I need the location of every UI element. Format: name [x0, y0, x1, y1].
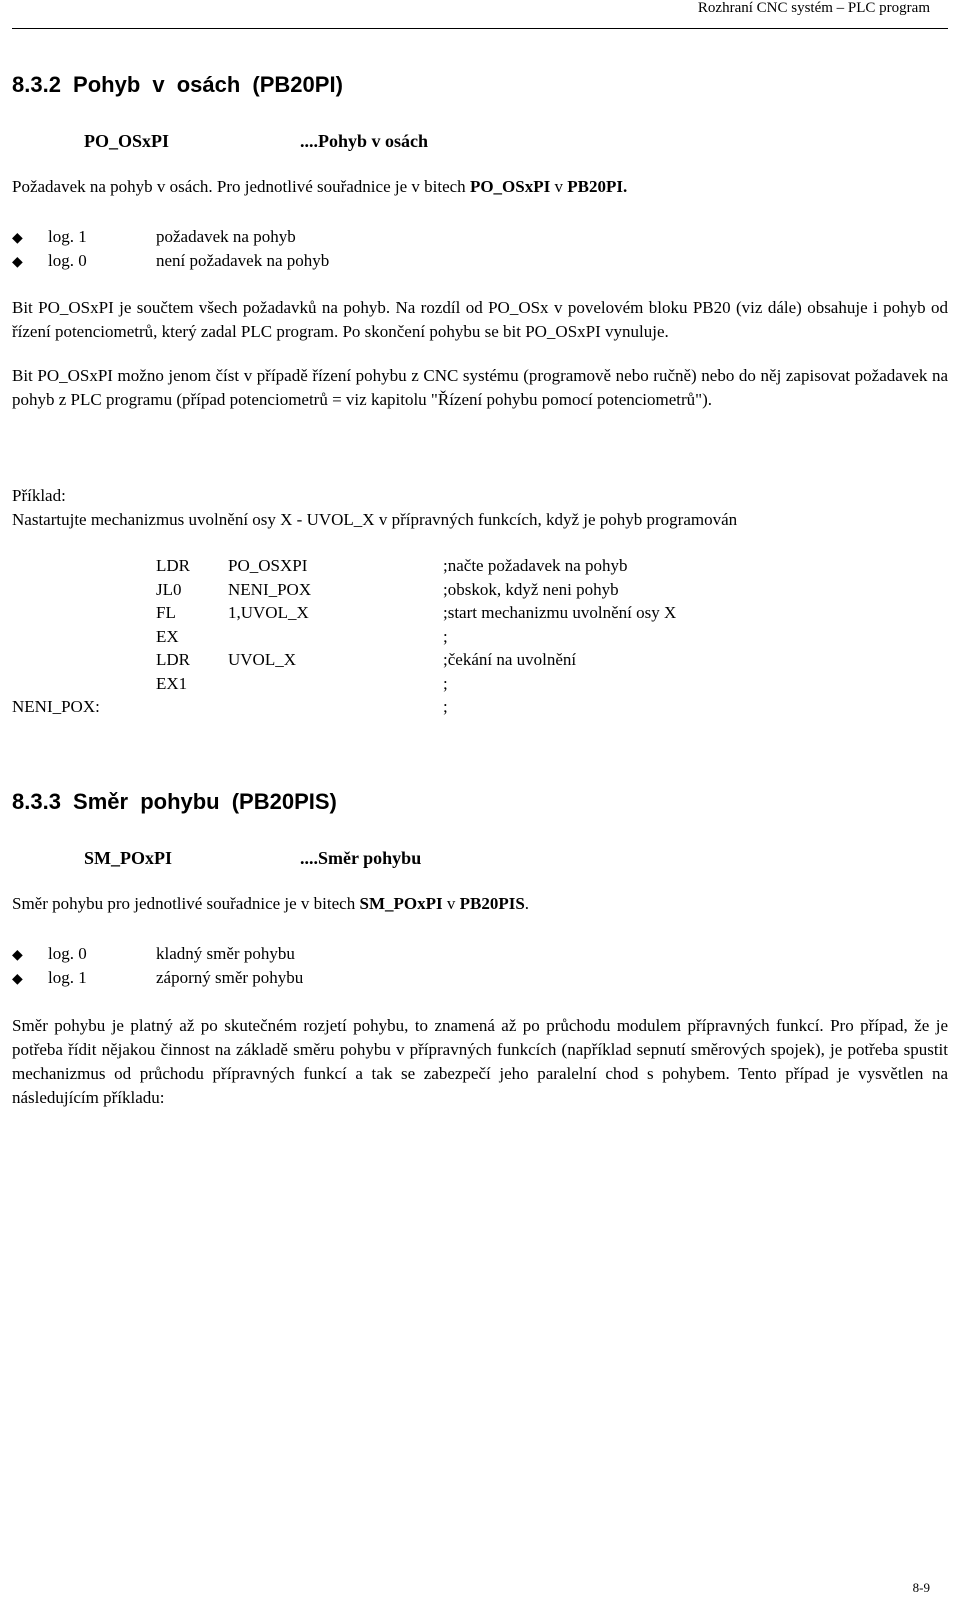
code-arg: UVOL_X — [228, 650, 296, 669]
code-comment: ;načte požadavek na pohyb — [443, 556, 628, 575]
diamond-bullet-icon: ◆ — [12, 972, 23, 987]
code-op: LDR — [156, 650, 190, 669]
code-comment: ; — [443, 674, 448, 693]
header-divider — [12, 28, 948, 29]
diamond-bullet-icon: ◆ — [12, 231, 23, 246]
bullet-text: kladný směr pohybu — [156, 944, 295, 963]
example-description: Nastartujte mechanizmus uvolnění osy X - UVOL_X v přípravných funkcích, když je pohyb programován — [12, 510, 738, 529]
section-heading-832: 8.3.2 Pohyb v osách (PB20PI) — [12, 72, 343, 97]
bullet-item — [12, 227, 23, 247]
code-arg: NENI_POX — [228, 580, 312, 599]
code-arg: PO_OSXPI — [228, 556, 308, 575]
bullet-item — [12, 251, 23, 271]
intro-end: . — [524, 894, 530, 913]
paragraph-direction-valid: Směr pohybu je platný až po skutečném rozjetí pohybu, to znamená až po průchodu modulem přípravných funkcí. Pro případ, že je potřeba řídit nějakou činnost na základě směru pohybu v přípravných funkcích (například sepnutí směrových spojek), je potřeba spustit mechanizmus od průchodu přípravných funkcí a tak se zabezpečí jeho paralelní chod s pohybem. Tento případ je vysvětlen na následujícím příkladu: — [12, 1016, 948, 1107]
bullet-code: log. 1 — [48, 227, 87, 246]
intro-sentence — [12, 894, 529, 914]
code-comment: ;obskok, když neni pohyb — [443, 580, 619, 599]
diamond-bullet-icon: ◆ — [12, 255, 23, 270]
paragraph-sum-of-requests: Bit PO_OSxPI je součtem všech požadavků na pohyb. Na rozdíl od PO_OSx v povelovém bloku PB20 (viz dále) obsahuje i pohyb od řízení potenciometrů, který zadal PLC program. Po skončení pohybu se bit PO_OSxPI vynuluje. — [12, 298, 948, 341]
bullet-text: záporný směr pohybu — [156, 968, 304, 987]
intro-text: Směr pohybu pro jednotlivé souřadnice je v bitech — [12, 894, 360, 913]
intro-sentence — [12, 177, 627, 197]
code-op: EX — [156, 627, 179, 646]
bullet-text: není požadavek na pohyb — [156, 251, 330, 270]
bullet-code: log. 0 — [48, 944, 87, 963]
intro-bold-signal: SM_POxPI — [359, 894, 443, 913]
bullet-item — [12, 968, 23, 988]
code-op: LDR — [156, 556, 190, 575]
intro-bold-block: PB20PI. — [567, 177, 628, 196]
code-op: JL0 — [156, 580, 182, 599]
code-comment: ;čekání na uvolnění — [443, 650, 577, 669]
bullet-text: požadavek na pohyb — [156, 227, 296, 246]
bullet-item — [12, 944, 23, 964]
code-op: EX1 — [156, 674, 188, 693]
section-heading-833: 8.3.3 Směr pohybu (PB20PIS) — [12, 789, 337, 814]
code-comment: ; — [443, 697, 448, 716]
code-comment: ;start mechanizmu uvolnění osy X — [443, 603, 677, 622]
intro-connector: v — [550, 177, 568, 196]
signal-description: ....Směr pohybu — [300, 848, 422, 868]
intro-bold-signal: PO_OSxPI — [469, 177, 551, 196]
intro-text: Požadavek na pohyb v osách. Pro jednotlivé souřadnice je v bitech — [12, 177, 470, 196]
page-header-title: Rozhraní CNC systém – PLC program — [697, 0, 930, 16]
paragraph-read-write: Bit PO_OSxPI možno jenom číst v případě řízení pohybu z CNC systému (programově nebo ručně) nebo do něj zapisovat požadavek na pohyb z PLC programu (případ potenciometrů = viz kapitolu "Řízení pohybu pomocí potenciometrů"). — [12, 366, 948, 409]
bullet-code: log. 1 — [48, 968, 87, 987]
code-arg: 1,UVOL_X — [228, 603, 309, 622]
signal-description: ....Pohyb v osách — [300, 131, 429, 151]
code-op: FL — [156, 603, 176, 622]
intro-bold-block: PB20PIS — [459, 894, 525, 913]
code-comment: ; — [443, 627, 448, 646]
diamond-bullet-icon: ◆ — [12, 948, 23, 963]
code-label: NENI_POX: — [12, 697, 100, 716]
page-number: 8-9 — [912, 1580, 930, 1595]
signal-name-po-osxpi: PO_OSxPI — [84, 131, 170, 151]
signal-name-sm-poxpi: SM_POxPI — [84, 848, 172, 868]
intro-connector: v — [442, 894, 460, 913]
bullet-code: log. 0 — [48, 251, 87, 270]
example-label: Příklad: — [12, 486, 66, 505]
